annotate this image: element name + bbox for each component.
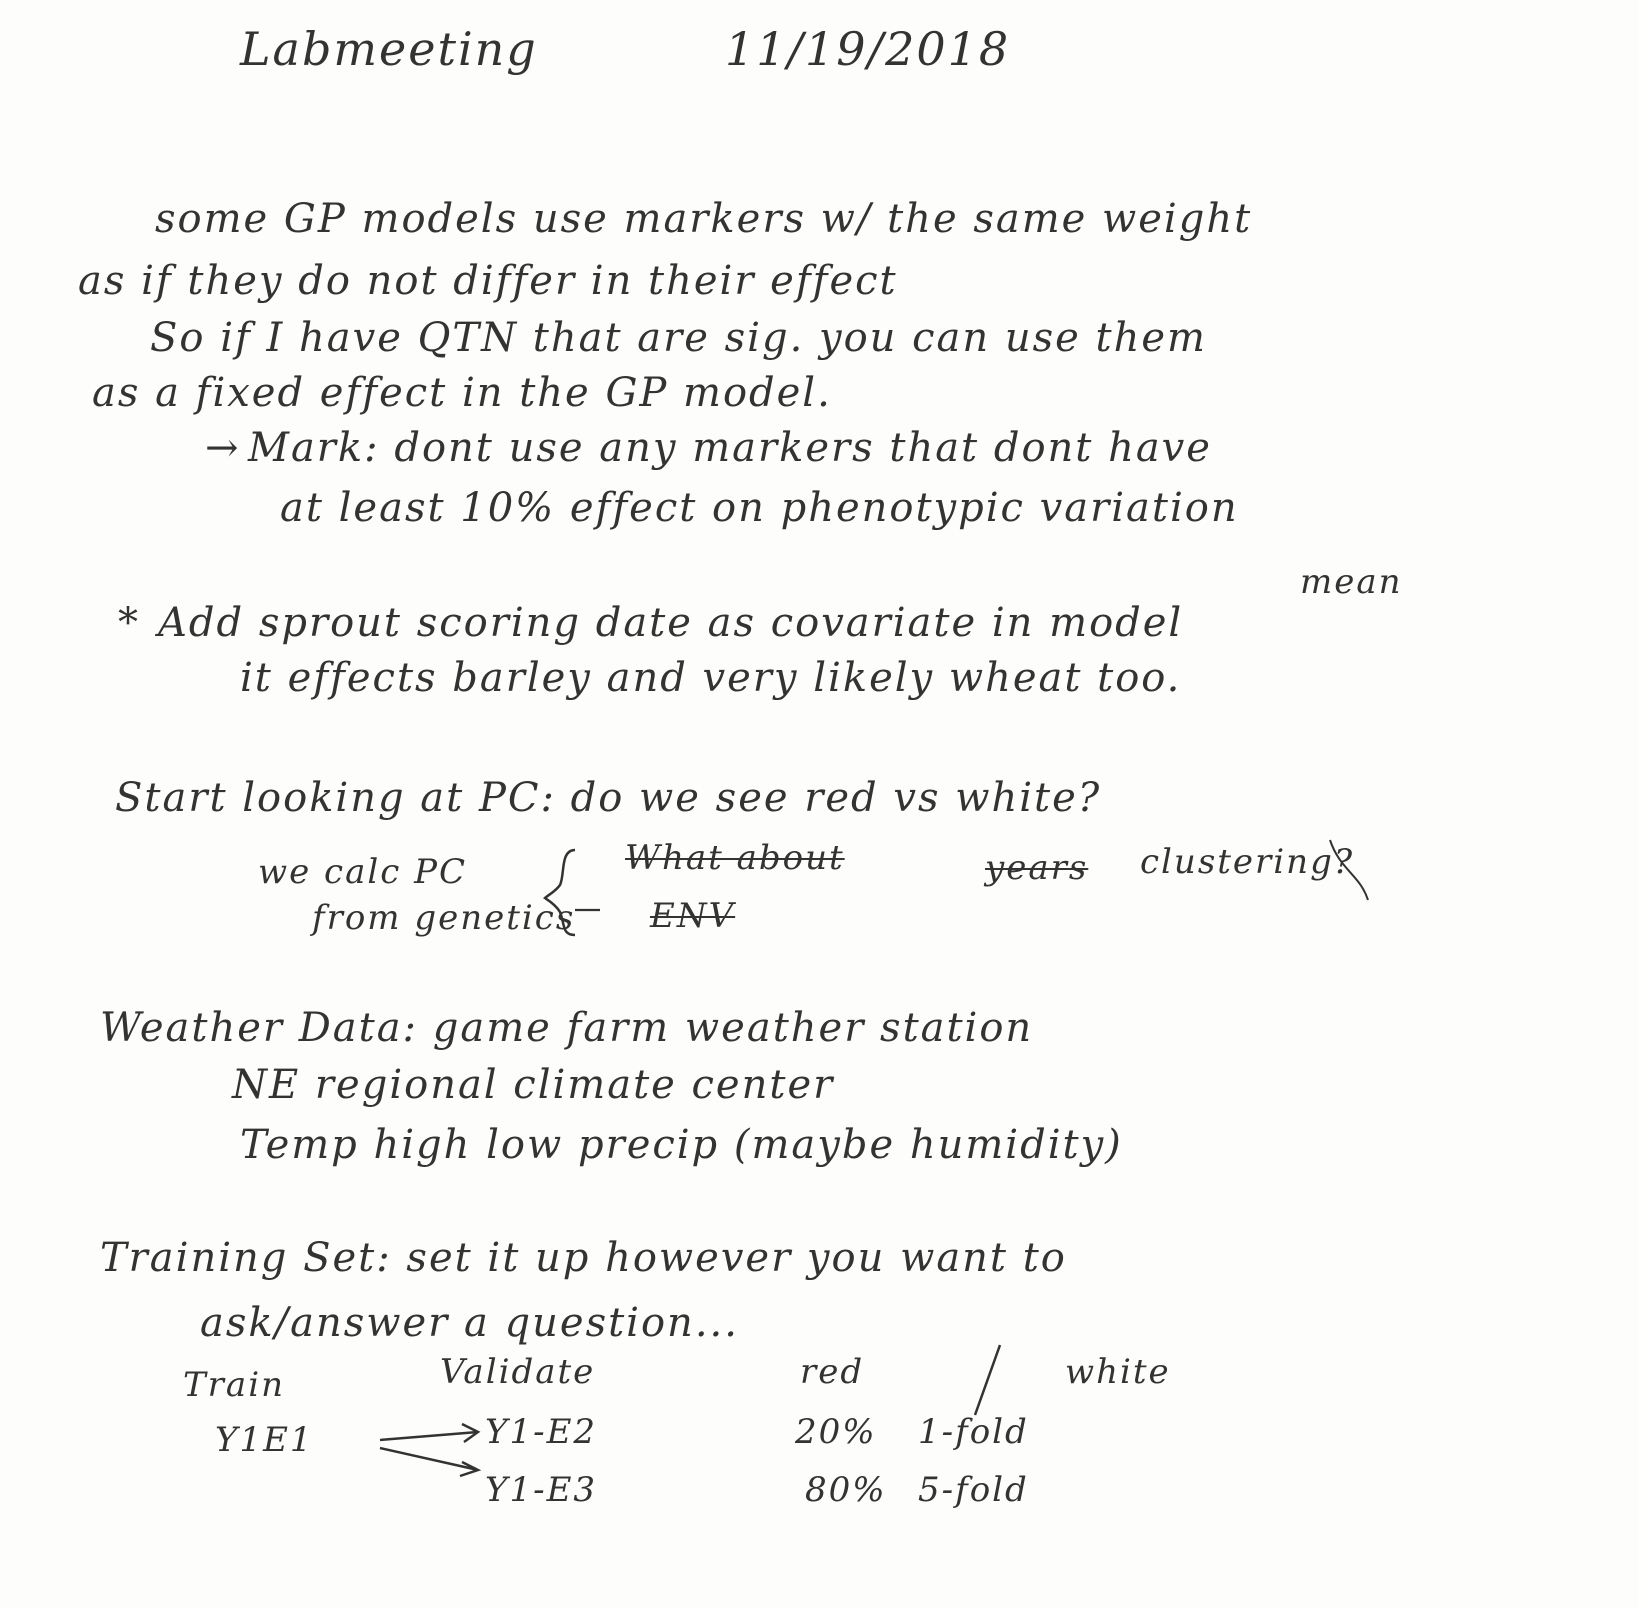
note-line: as if they do not differ in their effect: [78, 258, 898, 304]
arrow-mark: [380, 1448, 478, 1476]
struck-text: What about: [625, 838, 845, 878]
page-date: 11/19/2018: [725, 22, 1011, 76]
note-line: Start looking at PC: do we see red vs white?: [115, 775, 1102, 821]
slash-mark: [975, 1345, 1000, 1415]
note-line: some GP models use markers w/ the same weight: [155, 196, 1253, 242]
star-icon: *: [118, 600, 140, 646]
struck-text: ENV: [650, 896, 736, 936]
table-header-red: red: [800, 1352, 865, 1392]
table-row-validate: Y1-E3: [485, 1470, 598, 1510]
note-line: we calc PC: [258, 852, 467, 892]
page-title: Labmeeting: [240, 22, 538, 76]
note-line: Training Set: set it up however you want to: [100, 1235, 1067, 1281]
note-line: Temp high low precip (maybe humidity): [240, 1122, 1123, 1168]
note-line: clustering?: [1140, 842, 1355, 882]
arrow-mark: [380, 1424, 478, 1442]
table-row-pct: 20%: [795, 1412, 877, 1452]
note-line: at least 10% effect on phenotypic variation: [280, 485, 1239, 531]
table-header-train: Train: [183, 1365, 285, 1405]
table-row-fold: 5-fold: [918, 1470, 1029, 1510]
note-line: as a fixed effect in the GP model.: [92, 370, 832, 416]
table-train-value: Y1E1: [215, 1420, 314, 1460]
arrow-mark: [1330, 840, 1368, 900]
insert-word: mean: [1300, 562, 1403, 602]
brace-mark: [545, 850, 575, 935]
table-row-pct: 80%: [805, 1470, 887, 1510]
note-line: Weather Data: game farm weather station: [100, 1005, 1034, 1051]
table-row-fold: 1-fold: [918, 1412, 1029, 1452]
note-line: Add sprout scoring date as covariate in model: [158, 600, 1184, 646]
note-line: ask/answer a question...: [200, 1300, 739, 1346]
note-line: from genetics: [312, 898, 576, 938]
table-row-validate: Y1-E2: [485, 1412, 598, 1452]
note-line: NE regional climate center: [232, 1062, 835, 1108]
note-line: So if I have QTN that are sig. you can use them: [150, 315, 1207, 361]
note-line: Mark: dont use any markers that dont have: [248, 425, 1212, 471]
struck-text: years: [985, 848, 1089, 888]
note-line: it effects barley and very likely wheat too.: [240, 655, 1182, 701]
table-header-validate: Validate: [440, 1352, 596, 1392]
arrow-icon: →: [205, 425, 241, 471]
table-header-white: white: [1065, 1352, 1171, 1392]
